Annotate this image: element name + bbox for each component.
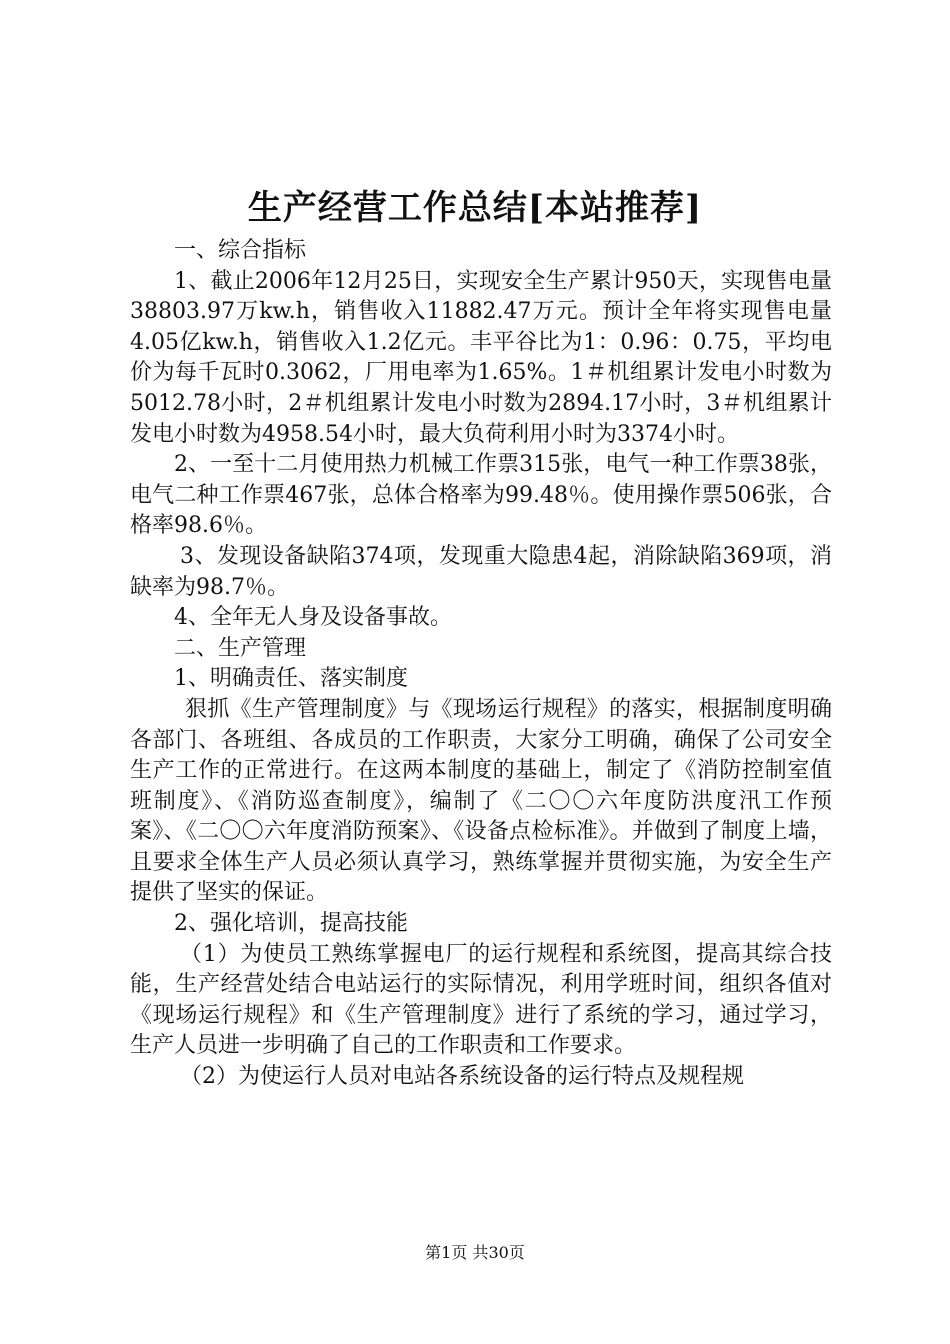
section-heading-2: 二、生产管理 [174, 635, 307, 661]
subsection-heading-1: 1、明确责任、落实制度 [174, 666, 408, 692]
paragraph-training-1: （1）为使员工熟练掌握电厂的运行规程和系统图，提高其综合技能，生产经营处结合电站运行的实际情况，利用学班时间，组织各值对《现场运行规程》和《生产管理制度》进行了系统的学习，通过学习，生产人员进一步明确了自己的工作职责和工作要求。 [130, 941, 832, 1059]
document-title: 生产经营工作总结[本站推荐] [247, 188, 703, 228]
document-body [130, 236, 832, 1093]
section-heading-1: 一、综合指标 [174, 238, 307, 263]
paragraph-management: 狠抓《生产管理制度》与《现场运行规程》的落实，根据制度明确各部门、各班组、各成员的工作职责，大家分工明确，确保了公司安全生产工作的正常进行。在这两本制度的基础上，制定了《消防控制室值班制度》、《消防巡查制度》，编制了《二〇〇六年度防洪度汛工作预案》、《二〇〇六年度消防预案》、《设备点检标准》。并做到了制度上墙，且要求全体生产人员必须认真学习，熟练掌握并贯彻实施，为安全生产提供了坚实的保证。 [130, 696, 832, 906]
paragraph-indicators-1: 1、截止2006年12月25日，实现安全生产累计950天，实现售电量38803.97万kw.h，销售收入11882.47万元。预计全年将实现售电量4.05亿kw.h，销售收入1.2亿元。丰平谷比为1：0.96：0.75，平均电价为每千瓦时0.3062，厂用电率为1.65%。1＃机组累计发电小时数为5012.78小时，2＃机组累计发电小时数为2894.17小时，3＃机组累计发电小时数为4958.54小时，最大负荷利用小时为3374小时。 [130, 268, 832, 447]
paragraph-indicators-2: 2、一至十二月使用热力机械工作票315张，电气一种工作票38张，电气二种工作票467张，总体合格率为99.48％。使用操作票506张，合格率98.6％。 [130, 452, 833, 539]
paragraph-indicators-4: 4、全年无人身及设备事故。 [174, 605, 452, 631]
paragraph-training-2: （2）为使运行人员对电站各系统设备的运行特点及规程规 [180, 1064, 744, 1090]
paragraph-indicators-3: 3、发现设备缺陷374项，发现重大隐患4起，消除缺陷369项，消缺率为98.7％。 [130, 543, 832, 600]
page-number-footer: 第1页 共30页 [425, 1243, 525, 1262]
subsection-heading-2: 2、强化培训，提高技能 [174, 911, 408, 937]
